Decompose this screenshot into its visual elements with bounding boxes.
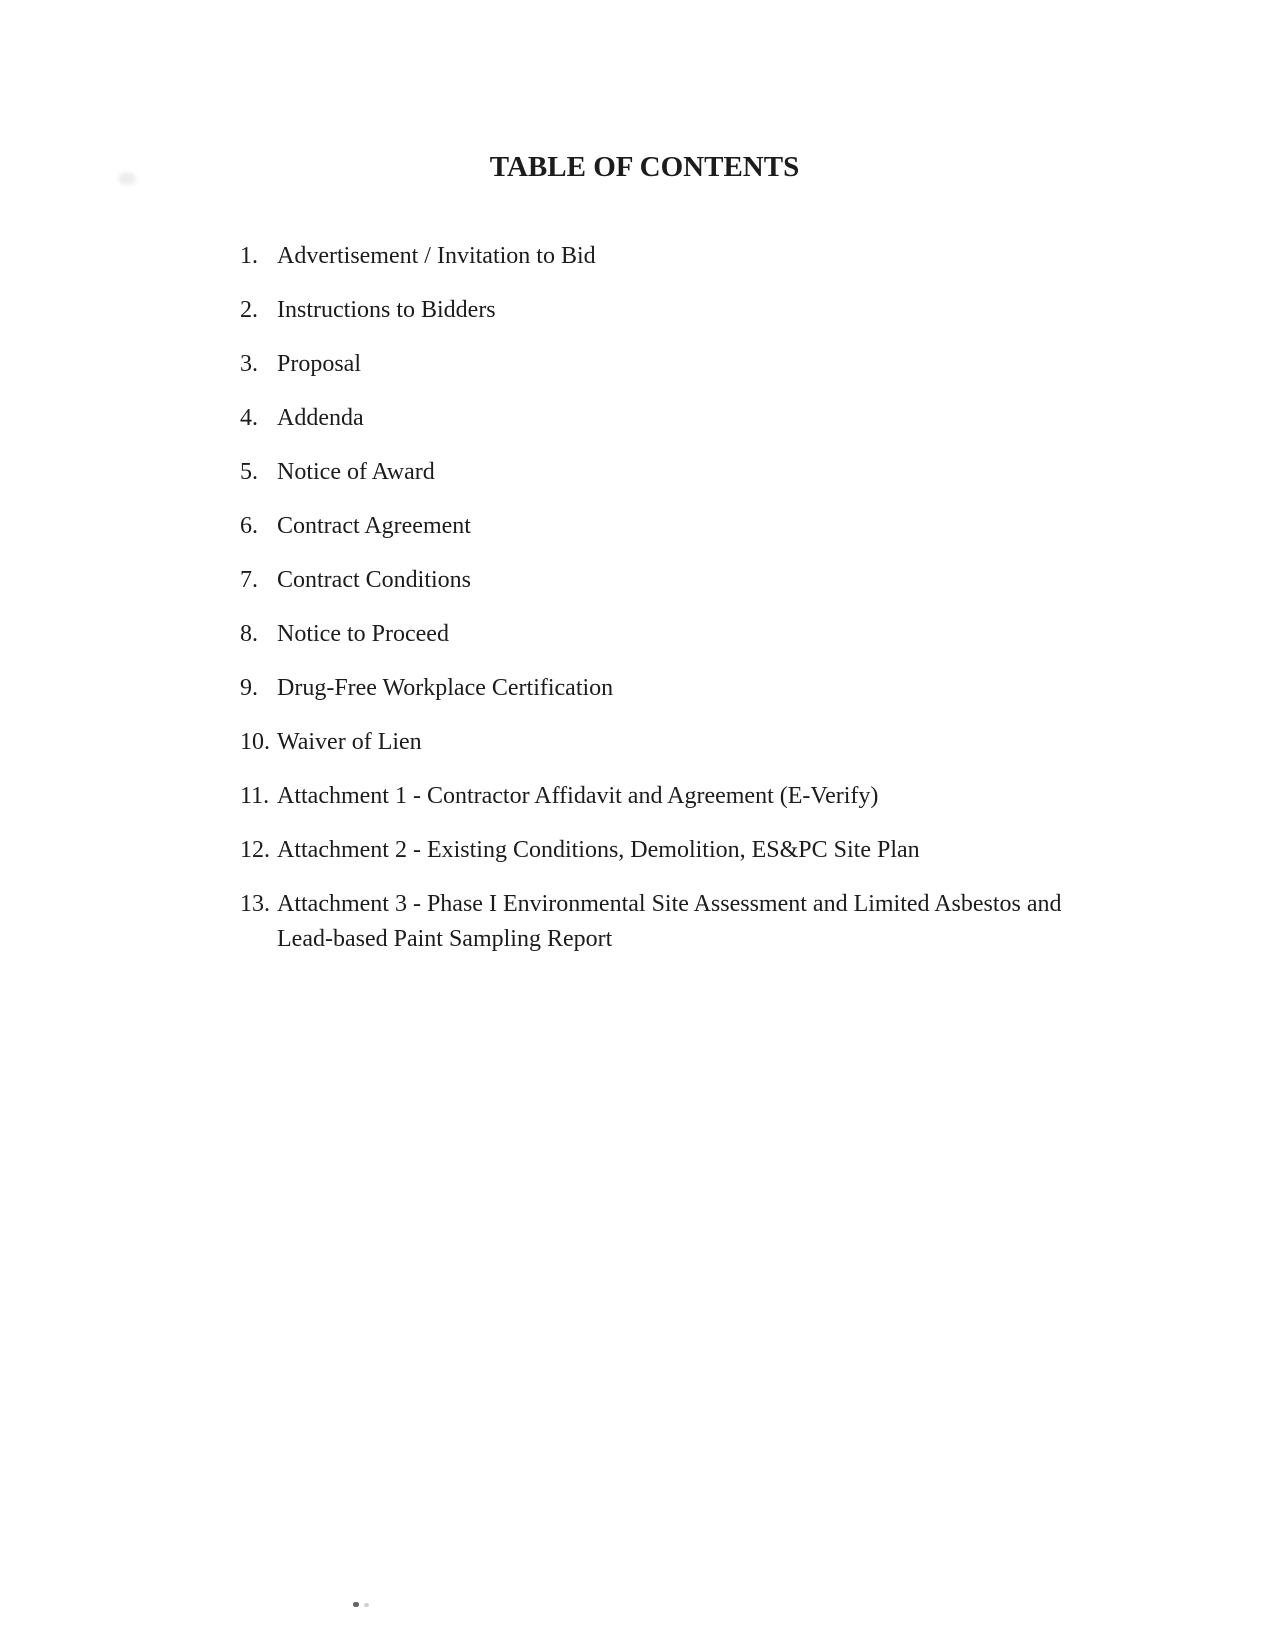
toc-item-number: 9. [240,675,258,701]
toc-item [240,617,1077,652]
toc-item-text: Instructions to Bidders [277,297,496,323]
toc-item-text: Addenda [277,405,364,431]
toc-item [240,509,1077,544]
toc-item-number: 13. [240,891,270,917]
toc-item-number: 1. [240,243,258,269]
toc-item [240,455,1077,490]
toc-item-number: 6. [240,513,258,539]
toc-item-text: Contract Agreement [277,513,471,539]
toc-item-number: 10. [240,729,270,755]
toc-item-text: Attachment 2 - Existing Conditions, Demolition, ES&PC Site Plan [277,837,920,863]
toc-item [240,671,1077,706]
toc-item-text: Drug-Free Workplace Certification [277,675,614,701]
toc-item-text: Notice of Award [277,459,435,485]
toc-item-text: Waiver of Lien [277,729,422,755]
scan-speck [364,1603,369,1607]
toc-item-number: 3. [240,351,258,377]
page-title: TABLE OF CONTENTS [489,151,800,183]
scan-smudge [118,172,136,185]
toc-item [240,779,1077,814]
toc-item-text: Attachment 3 - Phase I Environmental Site Assessment and Limited Asbestos and Lead-based Paint Sampling Report [277,891,1062,952]
toc-item [240,239,1077,274]
toc-item-number: 11. [240,783,270,809]
toc-item-text: Notice to Proceed [277,621,449,647]
toc-item-number: 7. [240,567,258,593]
toc-item-number: 5. [240,459,258,485]
scan-speck [353,1602,359,1607]
toc-item-number: 4. [240,405,258,431]
toc-item-text: Advertisement / Invitation to Bid [277,243,596,269]
toc-item [240,401,1077,436]
toc-list [240,239,1077,976]
toc-item-text: Contract Conditions [277,567,471,593]
toc-item-number: 12. [240,837,270,863]
toc-item [240,563,1077,598]
toc-item [240,293,1077,328]
toc-item-text: Attachment 1 - Contractor Affidavit and Agreement (E-Verify) [277,783,879,809]
toc-item-number: 2. [240,297,258,323]
toc-item [240,887,1077,957]
toc-item-number: 8. [240,621,258,647]
toc-item [240,725,1077,760]
toc-item-text: Proposal [277,351,361,377]
toc-item [240,833,1077,868]
toc-item [240,347,1077,382]
